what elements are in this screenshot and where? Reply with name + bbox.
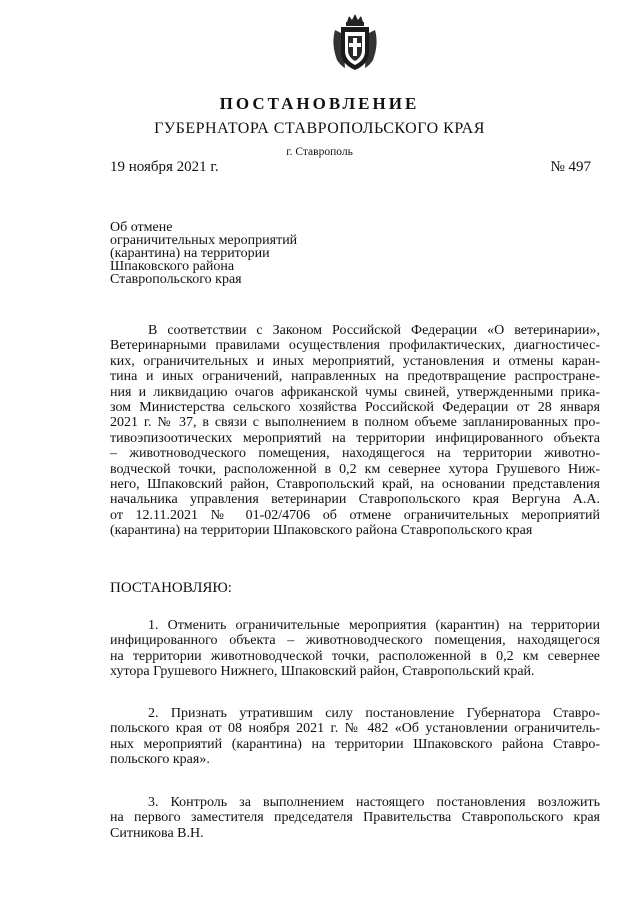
decree-word: ПОСТАНОВЛЯЮ: (110, 580, 232, 596)
preamble-line: водческой точки, расположенной в 0,2 км севернее хутора Грушевого Ниж- (110, 461, 600, 477)
item-2-line: 2. Признать утратившим силу постановление Губернатора Ставро- (148, 706, 600, 721)
item-3-paragraph (110, 795, 600, 841)
item-2-line: польского края от 08 ноября 2021 г. № 482 «Об установлении ограничитель- (110, 721, 600, 737)
item-3-line: на первого заместителя председателя Правительства Ставропольского края (110, 810, 600, 826)
preamble-paragraph (110, 323, 600, 539)
coat-of-arms-icon (331, 14, 379, 72)
item-1-line: хутора Грушевого Нижнего, Шпаковский район, Ставропольский край. (110, 664, 535, 680)
preamble-line: 2021 г. № 37, в связи с выполнением в полном объеме запланированных про- (110, 415, 600, 431)
subject-line: ограничительных мероприятий (110, 233, 298, 248)
item-3-line: 3. Контроль за выполнением настоящего постановления возложить (148, 795, 600, 810)
preamble-line: ких, ограничительных и иных мероприятий, установления и отмены каран- (110, 353, 600, 369)
document-city: г. Ставрополь (286, 146, 353, 158)
document-date: 19 ноября 2021 г. (110, 159, 219, 175)
item-1-paragraph (110, 618, 600, 680)
preamble-line: тивоэпизоотических мероприятий на территории инфицированного объекта (110, 430, 600, 446)
preamble-line: ния и ликвидацию очагов африканской чумы свиней, утвержденными прика- (110, 384, 600, 400)
item-3-line: Ситникова В.Н. (110, 825, 204, 841)
preamble-line: – животноводческого помещения, находящегося на территории животно- (110, 446, 600, 462)
subject-line: (карантина) на территории (110, 246, 270, 261)
preamble-line: Ветеринарными правилами осуществления профилактических, диагностичес- (110, 338, 600, 354)
item-2-paragraph (110, 706, 600, 768)
item-1-line: на территории животноводческой точки, расположенной в 0,2 км севернее (110, 648, 600, 664)
document-subject (110, 221, 297, 286)
preamble-line: от 12.11.2021 № 01-02/4706 об отмене ограничительных мероприятий (110, 507, 600, 523)
subject-line: Ставропольского края (110, 272, 242, 287)
item-1-line: инфицированного объекта – животноводческого помещения, находящегося (110, 633, 600, 649)
document-title: ПОСТАНОВЛЕНИЕ (219, 94, 420, 113)
item-2-line: польского края». (110, 752, 210, 768)
preamble-line: него, Шпаковский район, Ставропольский край, на основании представления (110, 477, 600, 493)
subject-line: Шпаковского района (110, 259, 235, 274)
preamble-line: начальника управления ветеринарии Ставропольского края Вергуна А.А. (110, 492, 600, 508)
document-issuer: ГУБЕРНАТОРА СТАВРОПОЛЬСКОГО КРАЯ (154, 120, 485, 137)
preamble-line: В соответствии с Законом Российской Федерации «О ветеринарии», (148, 323, 600, 338)
item-2-line: ных мероприятий (карантина) на территории Шпаковского района Ставро- (110, 736, 600, 752)
item-1-line: 1. Отменить ограничительные мероприятия (карантин) на территории (148, 618, 600, 633)
preamble-line: (карантина) на территории Шпаковского района Ставропольского края (110, 523, 533, 539)
preamble-line: зом Министерства сельского хозяйства Российской Федерации от 28 января (110, 400, 600, 416)
document-number: № 497 (550, 159, 591, 175)
subject-line: Об отмене (110, 220, 173, 235)
preamble-line: тина и иных ограничений, направленных на предотвращение распростране- (110, 369, 600, 385)
